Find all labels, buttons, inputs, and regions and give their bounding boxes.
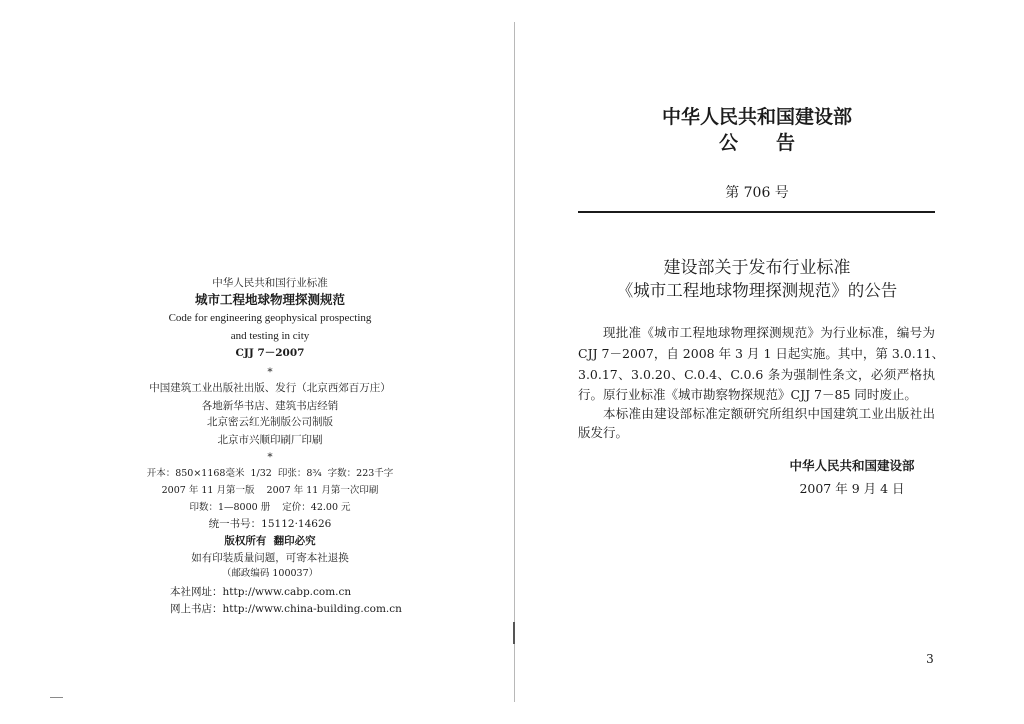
announcement-page: [515, 0, 1024, 724]
subject-line: 建设部关于发布行业标准: [663, 258, 851, 278]
copyright-notice: 版权所有 翻印必究: [224, 535, 316, 547]
signature-issuer: 中华人民共和国建设部: [789, 458, 915, 473]
standard-code: CJJ 7－2007: [235, 347, 305, 359]
bookstore-line: 网上书店：http://www.china-building.com.cn: [170, 603, 402, 615]
distributor-line: 各地新华书店、建筑书店经销: [201, 400, 339, 412]
body-line: 本标准由建设部标准定额研究所组织中国建筑工业出版社出: [603, 406, 935, 421]
standard-type-label: 中华人民共和国行业标准: [212, 277, 328, 289]
separator-star: *: [267, 366, 273, 378]
book-title-cn: 城市工程地球物理探测规范: [194, 292, 345, 307]
publisher-line: 中国建筑工业出版社出版、发行（北京西郊百万庄）: [149, 382, 391, 394]
printer-line: 北京市兴顺印刷厂印刷: [217, 434, 323, 446]
body-line: 版发行。: [578, 425, 629, 440]
body-line: 3.0.17、3.0.20、C.0.4、C.0.6 条为强制性条文，必须严格执: [578, 367, 935, 382]
print-run-line: 印数：1—8000 册 定价：42.00 元: [189, 502, 351, 513]
returns-notice: 如有印装质量问题，可寄本社退换: [191, 552, 349, 564]
page-number: 3: [926, 652, 934, 666]
edition-line: 2007 年 11 月第一版 2007 年 11 月第一次印刷: [161, 485, 379, 496]
header-rule: [578, 211, 935, 213]
postal-code: （邮政编码 100037）: [221, 568, 319, 579]
body-line: 行。原行业标准《城市勘察物探规范》CJJ 7－85 同时废止。: [578, 387, 917, 402]
body-line: 现批准《城市工程地球物理探测规范》为行业标准，编号为: [603, 325, 935, 340]
book-title-en-line2: and testing in city: [230, 330, 310, 342]
subject-line: 《城市工程地球物理探测规范》的公告: [616, 281, 898, 300]
separator-star: *: [267, 451, 273, 463]
issuer-heading: 中华人民共和国建设部: [661, 106, 852, 128]
book-title-en-line1: Code for engineering geophysical prospecting: [168, 312, 372, 324]
signature-date: 2007 年 9 月 4 日: [799, 481, 905, 496]
website-line: 本社网址：http://www.cabp.com.cn: [170, 586, 352, 598]
plate-maker-line: 北京密云红光制版公司制版: [207, 416, 333, 428]
unified-book-number: 统一书号：15112·14626: [208, 518, 332, 530]
announcement-heading: 公 告: [718, 132, 795, 154]
announcement-number: 第 706 号: [725, 185, 789, 201]
format-line: 开本：850×1168毫米 1/32 印张：8¾ 字数：223千字: [146, 468, 394, 479]
body-line: CJJ 7－2007，自 2008 年 3 月 1 日起实施。其中，第 3.0.11、: [578, 346, 945, 361]
